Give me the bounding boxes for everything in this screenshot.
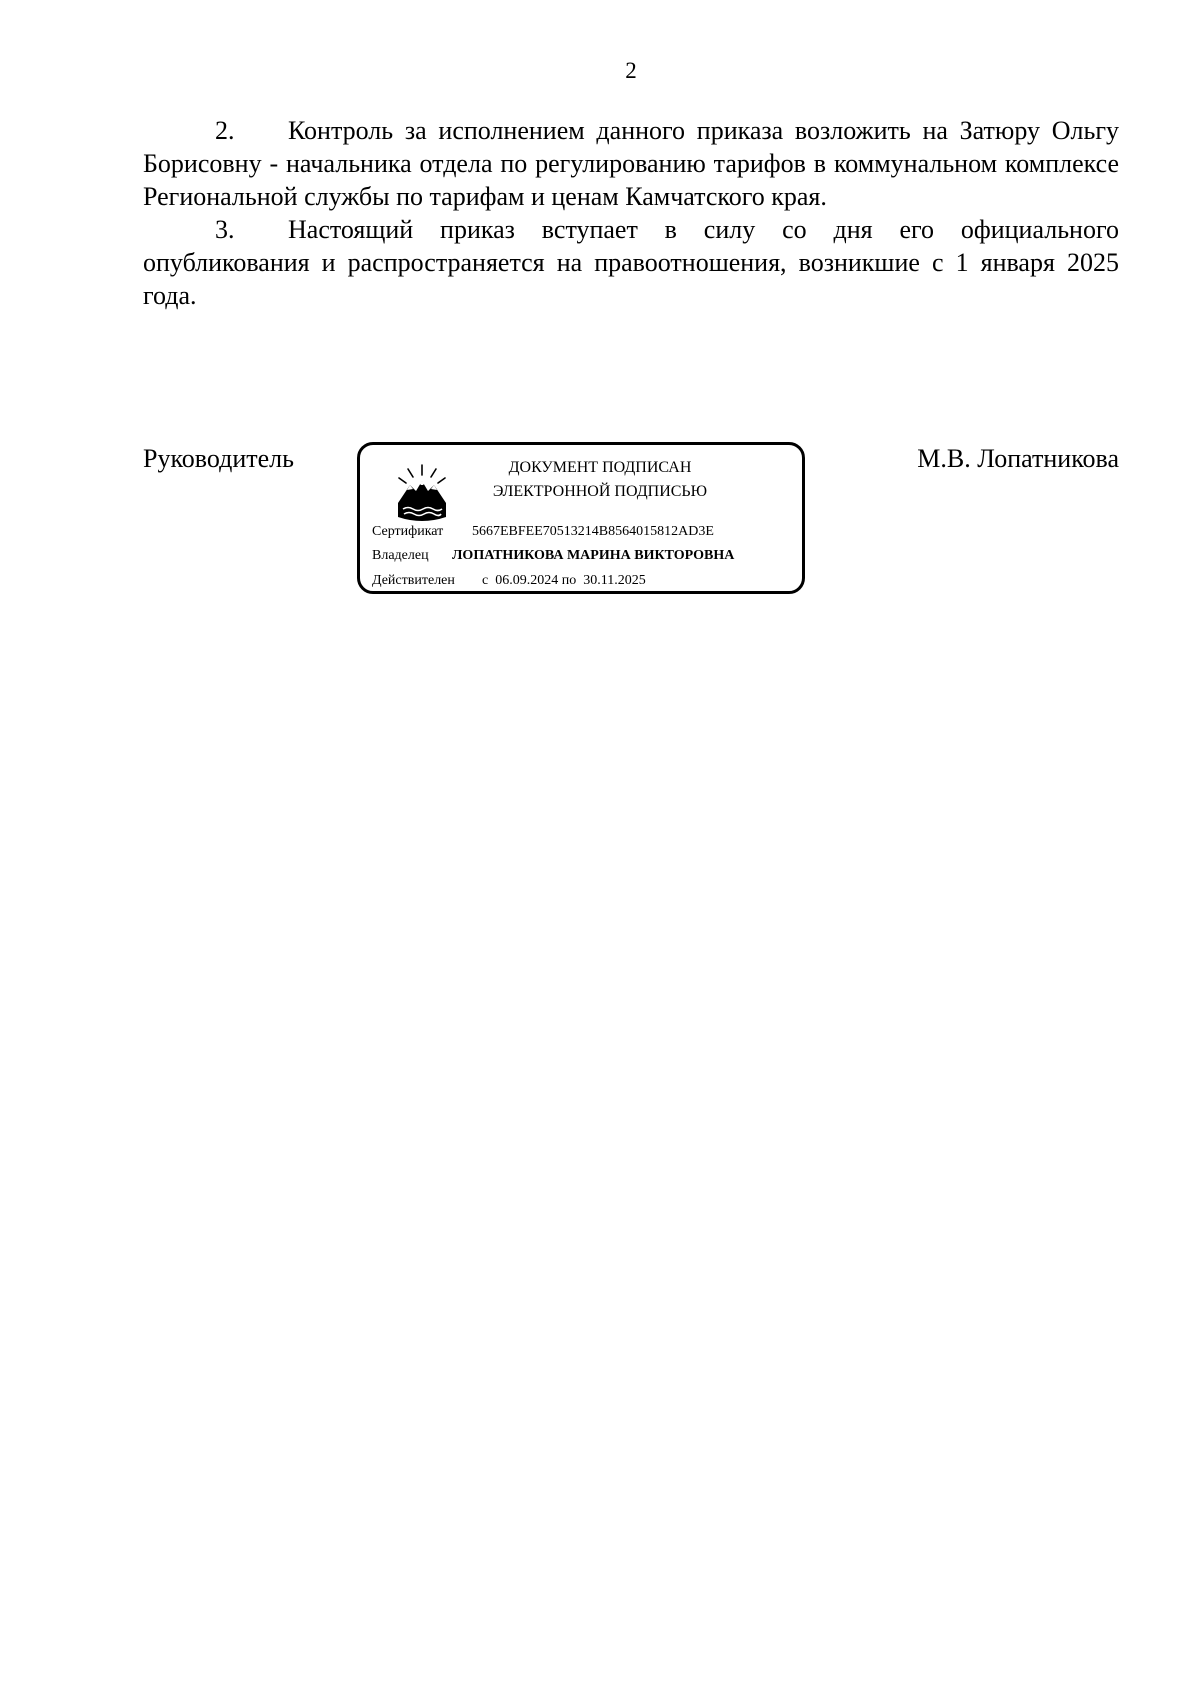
owner-value: ЛОПАТНИКОВА МАРИНА ВИКТОРОВНА	[452, 548, 735, 563]
valid-to-date: 30.11.2025	[583, 573, 646, 588]
paragraph-3	[143, 213, 1119, 312]
certificate-row	[372, 522, 714, 542]
page-number: 2	[625, 58, 637, 83]
signer-title: Руководитель	[143, 444, 294, 473]
stamp-heading	[460, 456, 740, 504]
paragraph-text: Контроль за исполнением данного приказа возложить на Затюру Ольгу Борисовну - начальника отдела по регулированию тарифов в коммунальном комплексе Региональной службы по тарифам и ценам Камчатского края.	[143, 116, 1119, 211]
kamchatka-coat-of-arms-icon	[394, 463, 450, 523]
signer-name: М.В. Лопатникова	[917, 444, 1119, 473]
paragraph-number: 3.	[215, 215, 235, 244]
electronic-signature-stamp	[357, 442, 805, 594]
certificate-value: 5667EBFEE70513214B8564015812AD3E	[472, 524, 714, 539]
validity-row	[372, 571, 646, 591]
paragraph-2	[143, 114, 1119, 213]
stamp-heading-line2: ЭЛЕКТРОННОЙ ПОДПИСЬЮ	[492, 483, 708, 500]
paragraph-text: Настоящий приказ вступает в силу со дня его официального опубликования и распространяется на правоотношения, возникшие с 1 января 2025 года.	[143, 215, 1119, 310]
paragraph-number: 2.	[215, 116, 235, 145]
valid-from-prefix: с	[482, 573, 489, 588]
validity-label: Действителен	[372, 573, 455, 588]
owner-row	[372, 546, 734, 566]
valid-to-prefix: по	[561, 573, 577, 588]
certificate-label: Сертификат	[372, 524, 444, 539]
document-body	[143, 114, 1119, 312]
owner-label: Владелец	[372, 548, 429, 563]
valid-from-date: 06.09.2024	[495, 573, 559, 588]
signature-block	[143, 442, 1119, 602]
stamp-heading-line1: ДОКУМЕНТ ПОДПИСАН	[508, 459, 692, 476]
